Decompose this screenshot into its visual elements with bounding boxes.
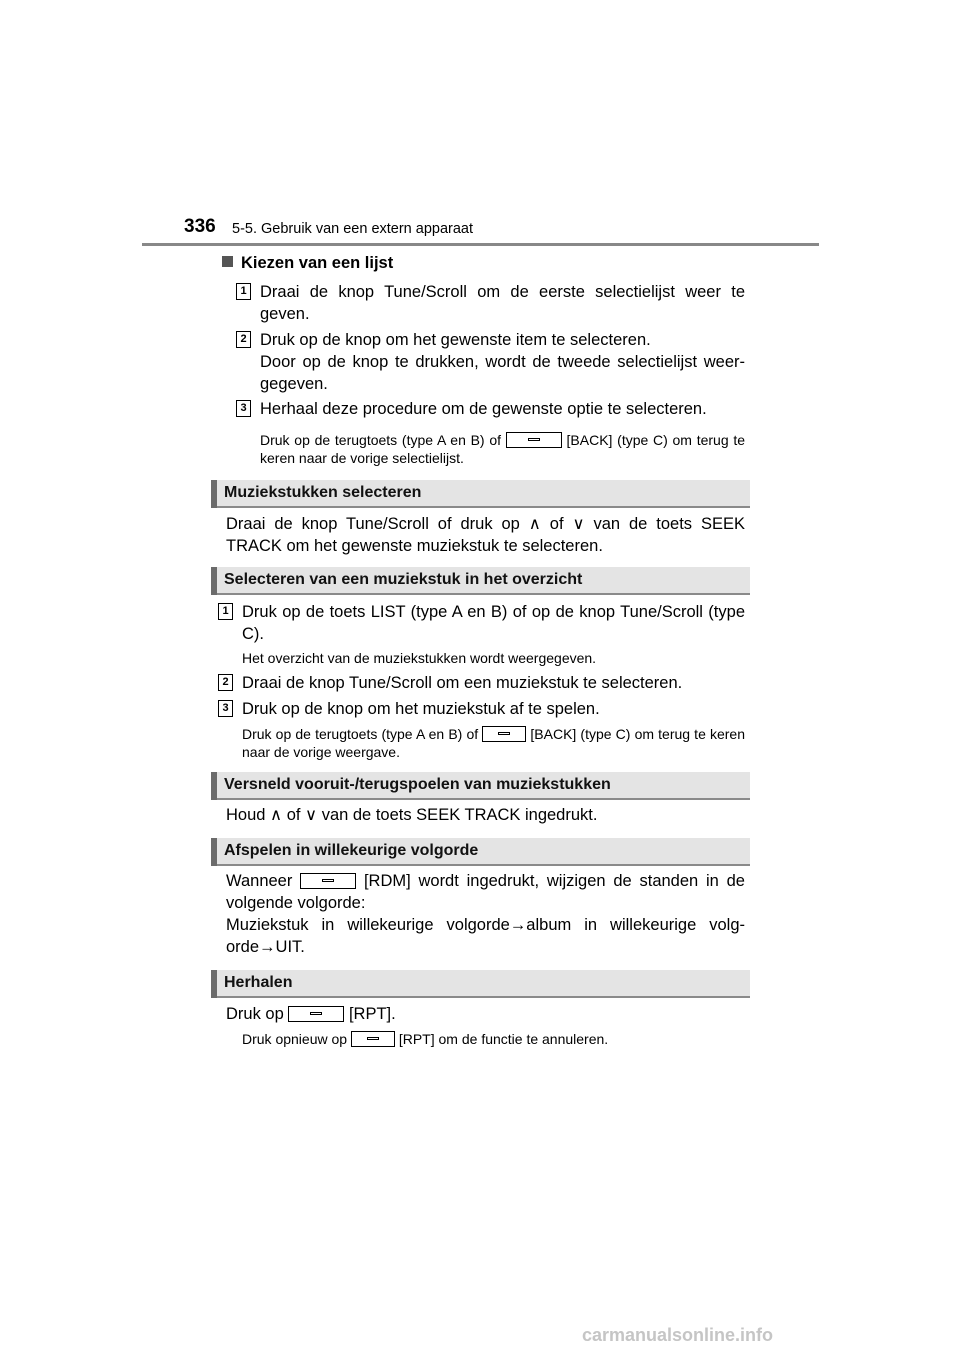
section-header-repeat xyxy=(211,970,750,998)
step-number-2: 2 xyxy=(218,674,233,691)
step-text: Druk op de knop om het muziekstuk af te spelen. xyxy=(242,700,600,718)
watermark: carmanualsonline.info xyxy=(582,1325,774,1345)
back-button-icon xyxy=(506,432,562,448)
note: Druk opnieuw op [RPT] om de functie te annuleren. xyxy=(242,1031,609,1047)
step-text: Draai de knop Tune/Scroll om de eerste selectielijst weer te geven. xyxy=(260,283,745,323)
section-accent xyxy=(211,970,217,998)
section-accent xyxy=(211,480,217,508)
running-head: 5-5. Gebruik van een extern apparaat xyxy=(232,221,474,237)
note: Druk op de terugtoets (type A en B) of [BACK] (type C) om terug te keren naar de vorige weergave. xyxy=(242,726,745,760)
step-number-3: 3 xyxy=(236,400,251,417)
section-title: Herhalen xyxy=(224,974,293,991)
section-body-continued: Muziekstuk in willekeurige volgorde→album in willekeurige volg-orde→UIT. xyxy=(226,916,745,956)
section-title: Afspelen in willekeurige volgorde xyxy=(224,842,479,859)
section-header-random xyxy=(211,838,750,866)
section-header-select-tracks xyxy=(211,480,750,508)
rpt-button-icon xyxy=(288,1006,344,1022)
back-button-icon xyxy=(482,726,526,742)
step-text: Draai de knop Tune/Scroll om een muziekstuk te selecteren. xyxy=(242,674,683,692)
note: Druk op de terugtoets (type A en B) of [BACK] (type C) om terug te keren naar de vorige selectielijst. xyxy=(260,432,746,466)
step-text: Herhaal deze procedure om de gewenste optie te selecteren. xyxy=(260,400,707,418)
header-rule xyxy=(142,243,819,246)
rdm-button-icon xyxy=(300,873,356,889)
step-number-1: 1 xyxy=(218,603,233,620)
section-title: Muziekstukken selecteren xyxy=(224,484,422,501)
section-accent xyxy=(211,567,217,595)
step-number-1: 1 xyxy=(236,283,251,300)
section-body: Draai de knop Tune/Scroll of druk op ∧ of ∨ van de toets SEEK TRACK om het gewenste muziekstuk te selecteren. xyxy=(226,515,745,555)
square-bullet-icon xyxy=(222,256,233,267)
section-body: Wanneer [RDM] wordt ingedrukt, wijzigen de standen in de volgende volgorde: xyxy=(226,872,745,912)
section-accent xyxy=(211,838,217,866)
section-header-select-from-list xyxy=(211,567,750,595)
step-text-continued: Door op de knop te drukken, wordt de tweede selectielijst weer-gegeven. xyxy=(260,353,745,393)
page-number: 336 xyxy=(184,216,216,237)
section-title: Versneld vooruit-/terugspoelen van muziekstukken xyxy=(224,776,611,793)
subsection-heading: Kiezen van een lijst xyxy=(222,254,393,273)
step-text: Druk op de knop om het gewenste item te selecteren. xyxy=(260,331,651,349)
section-header-fast-forward xyxy=(211,772,750,800)
rpt-button-icon xyxy=(351,1031,395,1047)
step-number-3: 3 xyxy=(218,700,233,717)
section-accent xyxy=(211,772,217,800)
section-title: Selecteren van een muziekstuk in het overzicht xyxy=(224,571,583,588)
step-note: Het overzicht van de muziekstukken wordt weergegeven. xyxy=(242,650,597,666)
step-number-2: 2 xyxy=(236,331,251,348)
step-text: Druk op de toets LIST (type A en B) of op de knop Tune/Scroll (type C). xyxy=(242,603,745,643)
section-body: Houd ∧ of ∨ van de toets SEEK TRACK ingedrukt. xyxy=(226,806,598,824)
section-body: Druk op [RPT]. xyxy=(226,1005,396,1023)
